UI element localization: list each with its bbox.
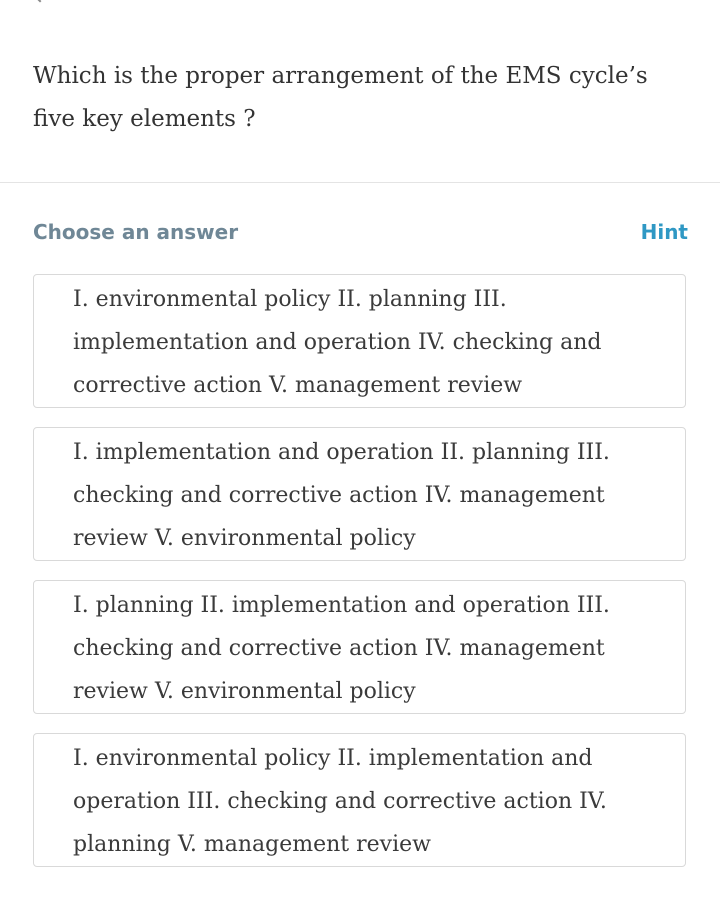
- answer-option-text: I. environmental policy II. planning III. implementation and operation IV. checking and corrective action V. management review: [73, 287, 602, 398]
- hint-button[interactable]: Hint: [640, 220, 688, 244]
- answer-option-text: I. environmental policy II. implementation and operation III. checking and corrective action IV. planning V. management review: [73, 746, 607, 857]
- divider: [0, 182, 720, 183]
- back-chevron-icon[interactable]: [32, 0, 49, 2]
- answers-header: [33, 215, 688, 249]
- choose-answer-label: Choose an answer: [33, 220, 239, 244]
- answer-option-4[interactable]: [33, 733, 686, 867]
- answer-option-3[interactable]: [33, 580, 686, 714]
- answer-option-text: I. planning II. implementation and operation III. checking and corrective action IV. management review V. environmental policy: [73, 593, 610, 704]
- question-text: Which is the proper arrangement of the EMS cycle’s five key elements ?: [33, 63, 648, 132]
- answer-option-2[interactable]: [33, 427, 686, 561]
- answer-option-text: I. implementation and operation II. planning III. checking and corrective action IV. management review V. environmental policy: [73, 440, 610, 551]
- answer-option-1[interactable]: [33, 274, 686, 408]
